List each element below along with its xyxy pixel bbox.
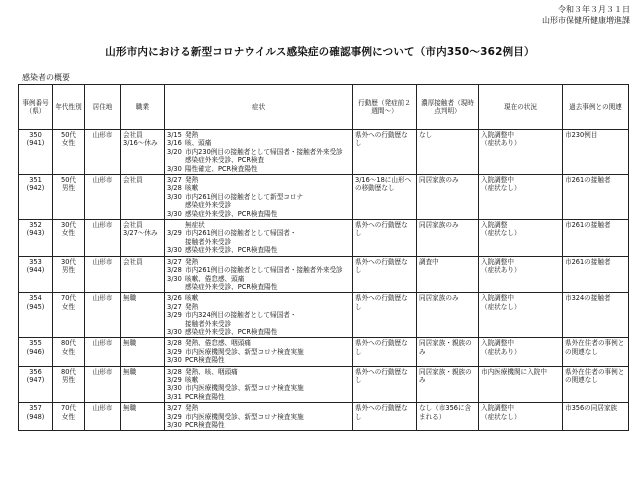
symptom-text: 感染症外来受診: [185, 201, 232, 210]
symptom-text: 感染症外来受診、PCR検査陽性: [185, 282, 278, 291]
symptom-text: PCR検査陽性: [185, 356, 225, 365]
travel-history-cell: 県外への行動歴なし: [353, 220, 417, 257]
symptom-line: [167, 184, 350, 192]
symptom-line: [167, 201, 350, 209]
col-header-contacts: 濃厚接触者（現時点判明）: [417, 85, 479, 130]
col-header-occupation: 職業: [121, 85, 165, 130]
col-header-symptoms: 症状: [165, 85, 353, 130]
residence-cell: 山形市: [85, 403, 121, 431]
symptom-text: 市内医療機関受診、新型コロナ検査実施: [185, 347, 304, 356]
col-header-status: 現在の状況: [479, 85, 563, 130]
past-case-relation-cell: 県外在住者の事例との関連なし: [563, 338, 629, 366]
age-sex-cell: 50代 女性: [53, 130, 85, 175]
past-case-relation-cell: 市324の接触者: [563, 293, 629, 338]
age-sex-cell: 30代 男性: [53, 256, 85, 293]
table-header-row: [19, 85, 629, 130]
case-id-cell: 350 (941): [19, 130, 53, 175]
close-contacts-cell: 同居家族・親族のみ: [417, 366, 479, 403]
symptom-line: [167, 193, 350, 201]
current-status-cell: 入院調整 （症状なし）: [479, 220, 563, 257]
symptom-text: 感染症外来受診、PCR検査: [185, 156, 265, 165]
age-sex-cell: 30代 女性: [53, 220, 85, 257]
table-row: [19, 366, 629, 403]
current-status-cell: 市内医療機関に入院中: [479, 366, 563, 403]
symptom-line: [167, 165, 350, 173]
age-sex-cell: 80代 女性: [53, 338, 85, 366]
col-header-relation: 過去事例との関連: [563, 85, 629, 130]
case-id-cell: 357 (948): [19, 403, 53, 431]
residence-cell: 山形市: [85, 175, 121, 220]
symptom-text: 発熱: [185, 131, 199, 139]
past-case-relation-cell: 市356の同居家族: [563, 403, 629, 431]
close-contacts-cell: なし: [417, 130, 479, 175]
symptoms-cell: [165, 220, 353, 257]
past-case-relation-cell: 市261の接触者: [563, 220, 629, 257]
occupation-cell: 会社員 3/16〜休み: [121, 130, 165, 175]
current-status-cell: 入院調整中 （症状あり）: [479, 130, 563, 175]
symptom-line: [167, 413, 350, 421]
table-row: [19, 175, 629, 220]
travel-history-cell: 県外への行動歴なし: [353, 366, 417, 403]
symptom-text: PCR検査陽性: [185, 421, 225, 429]
symptom-date: 3/30: [167, 209, 182, 218]
occupation-cell: 無職: [121, 293, 165, 338]
symptom-date: 3/20: [167, 147, 182, 156]
symptom-text: 市内261例目の接触者として帰国者・接触者外来受診: [185, 266, 343, 275]
current-status-cell: 入院調整中 （症状あり）: [479, 256, 563, 293]
close-contacts-cell: 同居家族のみ: [417, 220, 479, 257]
symptoms-cell: [165, 175, 353, 220]
table-row: [19, 256, 629, 293]
symptom-date: 3/28: [167, 184, 182, 193]
symptom-text: 市内324例目の接触者として帰国者・: [185, 311, 297, 320]
residence-cell: 山形市: [85, 293, 121, 338]
symptom-text: 発熱、倦怠感、咽頭痛: [185, 339, 251, 348]
symptom-date: 3/27: [167, 404, 182, 413]
symptom-line: [167, 393, 350, 401]
travel-history-cell: 県外への行動歴なし: [353, 338, 417, 366]
past-case-relation-cell: 市261の接触者: [563, 175, 629, 220]
symptom-text: 感染症外来受診、PCR検査陽性: [185, 209, 278, 218]
symptom-line: [167, 148, 350, 156]
past-case-relation-cell: 県外在住者の事例との関連なし: [563, 366, 629, 403]
symptom-line: [167, 356, 350, 364]
travel-history-cell: 県外への行動歴なし: [353, 130, 417, 175]
symptom-date: 3/30: [167, 421, 182, 429]
symptom-date: 3/29: [167, 412, 182, 421]
symptom-text: 咳嗽、倦怠感、頭痛: [185, 274, 245, 283]
symptom-date: 3/28: [167, 266, 182, 275]
table-row: [19, 220, 629, 257]
symptoms-cell: [165, 403, 353, 431]
symptom-date: 3/28: [167, 339, 182, 348]
residence-cell: 山形市: [85, 256, 121, 293]
col-header-age-sex: 年代性別: [53, 85, 85, 130]
symptom-text: 発熱: [185, 404, 199, 413]
age-sex-cell: 80代 男性: [53, 366, 85, 403]
symptoms-cell: [165, 293, 353, 338]
document-date: 令和３年３月３１日: [558, 5, 630, 14]
current-status-cell: 入院調整中 （症状なし）: [479, 403, 563, 431]
symptom-text: 接触者外来受診: [185, 237, 232, 246]
travel-history-cell: 県外への行動歴なし: [353, 256, 417, 293]
case-id-cell: 354 (945): [19, 293, 53, 338]
symptom-date: 3/16: [167, 139, 182, 148]
symptom-text: 接触者外来受診: [185, 319, 232, 328]
symptom-date: 3/31: [167, 392, 182, 401]
symptom-date: 3/30: [167, 356, 182, 365]
occupation-cell: 無職: [121, 338, 165, 366]
symptom-text: 咳嗽: [185, 375, 199, 384]
symptom-line: [167, 311, 350, 319]
current-status-cell: 入院調整中 （症状なし）: [479, 175, 563, 220]
header-block: [542, 4, 630, 26]
col-header-id: 事例番号（県）: [19, 85, 53, 130]
symptom-date: 3/30: [167, 327, 182, 336]
symptom-line: [167, 156, 350, 164]
symptom-date: 3/30: [167, 384, 182, 393]
symptom-line: [167, 266, 350, 274]
symptom-line: [167, 368, 350, 376]
symptom-line: [167, 283, 350, 291]
symptom-line: [167, 421, 350, 429]
symptoms-cell: [165, 256, 353, 293]
symptom-line: [167, 275, 350, 283]
symptom-date: 3/28: [167, 367, 182, 376]
symptom-line: [167, 139, 350, 147]
close-contacts-cell: 同居家族・親族のみ: [417, 338, 479, 366]
past-case-relation-cell: 市261の接触者: [563, 256, 629, 293]
current-status-cell: 入院調整中 （症状あり）: [479, 338, 563, 366]
residence-cell: 山形市: [85, 338, 121, 366]
symptom-line: [167, 229, 350, 237]
case-id-cell: 351 (942): [19, 175, 53, 220]
symptom-line: [167, 303, 350, 311]
symptom-text: 発熱、咳、咽頭痛: [185, 367, 238, 376]
symptom-text: 感染症外来受診、PCR検査陽性: [185, 246, 278, 255]
symptom-text: 市内医療機関受診、新型コロナ検査実施: [185, 384, 304, 393]
symptom-date: 3/30: [167, 192, 182, 201]
travel-history-cell: 3/16〜18に山形への移動歴なし: [353, 175, 417, 220]
symptom-date: 3/15: [167, 131, 182, 139]
symptom-line: [167, 404, 350, 412]
symptoms-cell: [165, 130, 353, 175]
symptom-text: 発熱: [185, 176, 199, 185]
symptom-date: 3/30: [167, 164, 182, 173]
symptom-line: [167, 348, 350, 356]
symptom-text: PCR検査陽性: [185, 392, 225, 401]
symptom-text: 市内261例目の接触者として新型コロナ: [185, 192, 304, 201]
close-contacts-cell: 調査中: [417, 256, 479, 293]
residence-cell: 山形市: [85, 130, 121, 175]
close-contacts-cell: 同居家族のみ: [417, 175, 479, 220]
col-header-residence: 居住地: [85, 85, 121, 130]
symptom-text: 陽性確定、PCR検査陽性: [185, 164, 258, 173]
age-sex-cell: 70代 女性: [53, 293, 85, 338]
table-row: [19, 403, 629, 431]
case-id-cell: 353 (944): [19, 256, 53, 293]
symptom-date: 3/26: [167, 294, 182, 303]
issuing-department: 山形市保健所健康増進課: [542, 16, 630, 25]
past-case-relation-cell: 市230例目: [563, 130, 629, 175]
symptoms-cell: [165, 366, 353, 403]
symptom-line: [167, 294, 350, 302]
symptom-text: 咳、頭痛: [185, 139, 212, 148]
symptom-date: 3/30: [167, 274, 182, 283]
table-row: [19, 130, 629, 175]
section-label: 感染者の概要: [22, 73, 70, 82]
occupation-cell: 会社員: [121, 175, 165, 220]
case-id-cell: 356 (947): [19, 366, 53, 403]
symptom-date: 3/29: [167, 229, 182, 238]
current-status-cell: 入院調整中 （症状なし）: [479, 293, 563, 338]
symptom-text: 市内230例目の接触者として帰国者・接触者外来受診: [185, 147, 343, 156]
occupation-cell: 無職: [121, 366, 165, 403]
symptom-text: 市内医療機関受診、新型コロナ検査実施: [185, 412, 304, 421]
symptom-text: 発熱: [185, 257, 199, 266]
symptom-line: [167, 320, 350, 328]
symptom-line: [167, 328, 350, 336]
symptom-date: 3/27: [167, 302, 182, 311]
table-row: [19, 293, 629, 338]
symptom-line: [167, 384, 350, 392]
close-contacts-cell: 同居家族のみ: [417, 293, 479, 338]
travel-history-cell: 県外への行動歴なし: [353, 293, 417, 338]
symptom-date: 3/29: [167, 311, 182, 320]
col-header-history: 行動歴（発症前２週間〜）: [353, 85, 417, 130]
symptom-text: 咳嗽: [185, 184, 199, 193]
case-id-cell: 355 (946): [19, 338, 53, 366]
symptom-text: 感染症外来受診、PCR検査陽性: [185, 327, 278, 336]
residence-cell: 山形市: [85, 366, 121, 403]
age-sex-cell: 70代 女性: [53, 403, 85, 431]
document-title: 山形市内における新型コロナウイルス感染症の確認事例について（市内350〜362例目）: [105, 46, 535, 58]
symptom-date: 3/27: [167, 257, 182, 266]
symptom-date: 3/27: [167, 176, 182, 185]
symptom-text: 発熱: [185, 302, 199, 311]
occupation-cell: 会社員 3/27〜休み: [121, 220, 165, 257]
occupation-cell: 無職: [121, 403, 165, 431]
age-sex-cell: 50代 男性: [53, 175, 85, 220]
symptom-text: 咳嗽: [185, 294, 199, 303]
symptom-text: 市内261例目の接触者として帰国者・: [185, 229, 297, 238]
symptom-text: 無症状: [185, 221, 205, 230]
symptom-line: [167, 210, 350, 218]
occupation-cell: 会社員: [121, 256, 165, 293]
symptom-date: 3/29: [167, 375, 182, 384]
symptom-line: [167, 246, 350, 254]
cases-table: [18, 84, 629, 431]
symptom-line: [167, 339, 350, 347]
case-id-cell: 352 (943): [19, 220, 53, 257]
symptoms-cell: [165, 338, 353, 366]
residence-cell: 山形市: [85, 220, 121, 257]
symptom-date: 3/29: [167, 347, 182, 356]
table-row: [19, 338, 629, 366]
symptom-date: 3/30: [167, 246, 182, 255]
symptom-line: [167, 258, 350, 266]
travel-history-cell: 県外への行動歴なし: [353, 403, 417, 431]
close-contacts-cell: なし（市356に含まれる）: [417, 403, 479, 431]
